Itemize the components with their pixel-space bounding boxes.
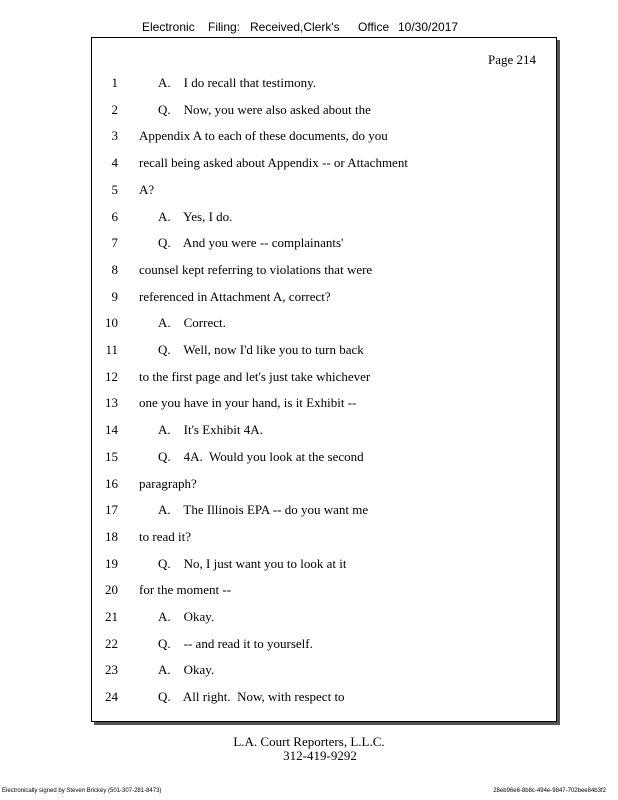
- line-number: 23: [105, 662, 118, 678]
- line-text: A. Okay.: [158, 609, 215, 624]
- line-text: A?: [139, 181, 155, 197]
- line-number: 9: [111, 288, 118, 304]
- line-number: 11: [105, 342, 118, 357]
- filing-header-electronic: Electronic: [142, 20, 195, 34]
- transcript-line: [92, 422, 556, 440]
- line-text: A. Okay.: [158, 662, 215, 678]
- transcript-line: [92, 502, 556, 520]
- transcript-line: [92, 289, 556, 307]
- line-number: 15: [105, 448, 118, 464]
- transcript-line: [92, 102, 556, 120]
- filing-header-office: Office: [358, 20, 390, 34]
- line-text: to the first page and let's just take whichever: [139, 368, 371, 384]
- transcript-line: [92, 476, 556, 494]
- transcript-line: [92, 128, 556, 146]
- transcript-line: [92, 315, 556, 333]
- line-number: 13: [105, 395, 118, 411]
- line-text: for the moment --: [139, 582, 232, 598]
- line-number: 24: [105, 689, 118, 705]
- reporter-phone: 312-419-9292: [283, 748, 357, 763]
- transcript-line: [92, 689, 556, 707]
- line-text: A. I do recall that testimony.: [158, 75, 317, 90]
- line-number: 6: [111, 208, 118, 224]
- transcript-line: [92, 395, 556, 413]
- transcript-line: [92, 182, 556, 200]
- filing-header-date: 10/30/2017: [398, 20, 459, 34]
- transcript-line: [92, 449, 556, 467]
- line-number: 2: [111, 101, 118, 117]
- line-number: 3: [111, 128, 118, 144]
- line-text: A. It's Exhibit 4A.: [158, 422, 263, 438]
- line-text: recall being asked about Appendix -- or Attachment: [139, 155, 408, 171]
- line-number: 19: [105, 555, 118, 571]
- filing-header-filing: Filing:: [208, 20, 241, 34]
- line-text: referenced in Attachment A, correct?: [139, 288, 331, 304]
- transcript-line: [92, 636, 556, 654]
- transcript-line: [92, 155, 556, 173]
- line-number: 7: [111, 235, 118, 251]
- line-text: Q. Well, now I'd like you to turn back: [158, 342, 364, 357]
- line-text: Q. 4A. Would you look at the second: [158, 448, 364, 464]
- line-text: Appendix A to each of these documents, do you: [139, 128, 388, 144]
- line-text: one you have in your hand, is it Exhibit --: [139, 395, 357, 411]
- line-text: counsel kept referring to violations that were: [139, 261, 373, 277]
- filing-header-received: Received,Clerk's: [250, 20, 340, 34]
- line-text: Q. Now, you were also asked about the: [158, 101, 371, 117]
- line-text: Q. All right. Now, with respect to: [158, 689, 345, 705]
- line-number: 8: [111, 261, 118, 277]
- transcript-line: [92, 209, 556, 227]
- line-number: 20: [105, 582, 118, 598]
- transcript-line: [92, 582, 556, 600]
- line-text: paragraph?: [139, 475, 197, 491]
- transcript-line: [92, 556, 556, 574]
- line-text: A. Yes, I do.: [158, 208, 233, 224]
- transcript-line: [92, 342, 556, 360]
- reporter-name: L.A. Court Reporters, L.L.C.: [233, 734, 385, 749]
- line-text: to read it?: [139, 528, 191, 544]
- line-number: 1: [111, 75, 118, 90]
- line-text: A. The Illinois EPA -- do you want me: [158, 502, 369, 518]
- line-number: 14: [105, 422, 118, 438]
- signature-footer: Electronically signed by Steven Brickey (501-307-281-8473): [2, 788, 162, 794]
- line-number: 18: [105, 528, 118, 544]
- transcript-line: [92, 235, 556, 253]
- line-text: Q. And you were -- complainants': [158, 235, 344, 251]
- transcript-line: [92, 75, 556, 93]
- line-number: 10: [105, 315, 118, 331]
- transcript-page: [91, 37, 557, 722]
- line-number: 5: [111, 181, 118, 197]
- line-number: 22: [105, 635, 118, 651]
- document-hash: 28eb96e6-8b8c-494e-9847-702bee84b3f2: [493, 788, 606, 794]
- line-number: 17: [105, 502, 118, 518]
- transcript-line: [92, 609, 556, 627]
- line-text: A. Correct.: [158, 315, 226, 331]
- line-number: 4: [111, 155, 118, 171]
- transcript-line: [92, 262, 556, 280]
- line-number: 16: [105, 475, 118, 491]
- line-number: 21: [105, 609, 118, 624]
- line-number: 12: [105, 368, 118, 384]
- line-text: Q. No, I just want you to look at it: [158, 555, 347, 571]
- transcript-line: [92, 529, 556, 547]
- transcript-line: [92, 662, 556, 680]
- page-number: Page 214: [487, 52, 536, 67]
- transcript-line: [92, 369, 556, 387]
- line-text: Q. -- and read it to yourself.: [158, 635, 313, 651]
